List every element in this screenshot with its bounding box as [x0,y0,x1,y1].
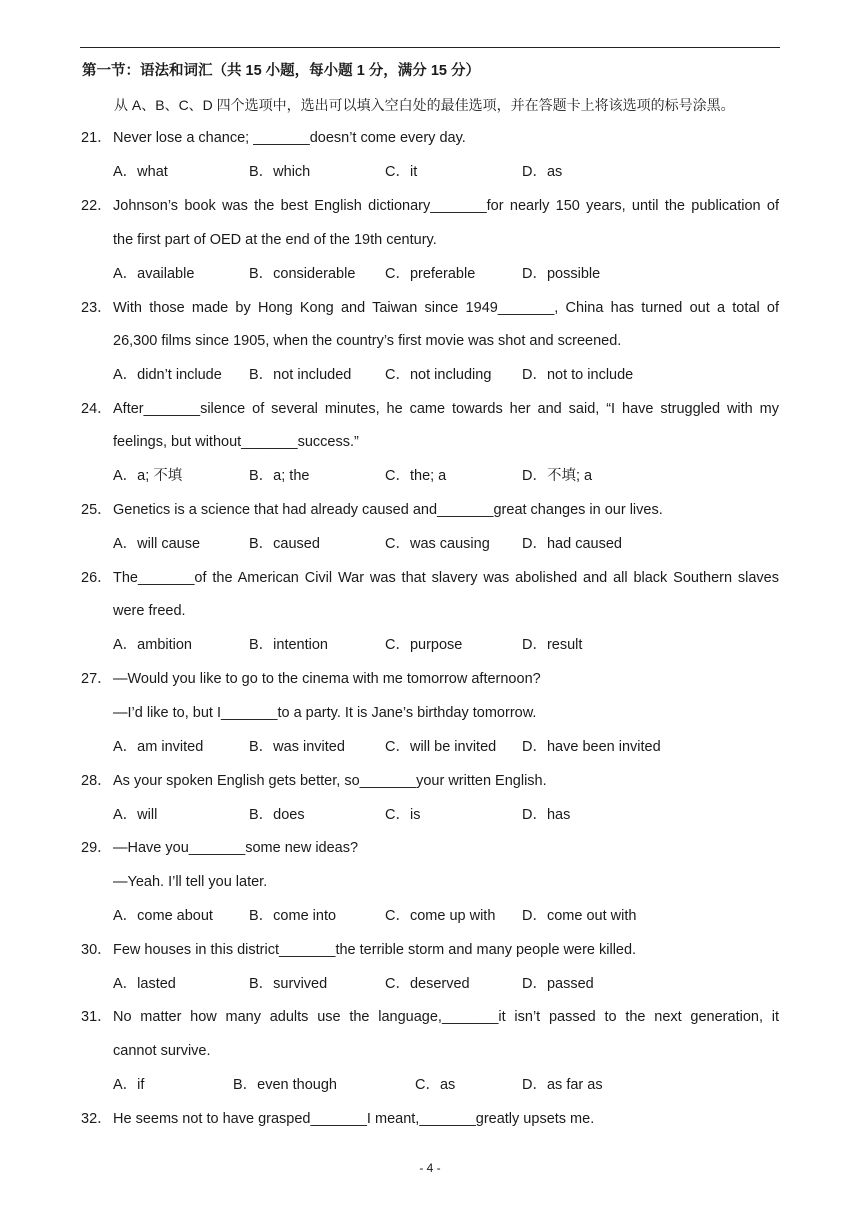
answer-option: B．even though [233,1077,337,1093]
question-text: Never lose a chance; _______doesn’t come every day. [113,130,466,146]
answer-option: B．intention [249,637,328,653]
question-text: —Would you like to go to the cinema with me tomorrow afternoon? [113,671,541,687]
question-text: were freed. [113,603,186,619]
answer-option: C．is [385,807,421,823]
answer-option: B．come into [249,908,337,924]
answer-option: D．passed [522,976,594,992]
question-number: 28． [81,773,112,789]
answer-option: A．am invited [113,739,204,755]
answer-option: B．considerable [249,266,356,282]
question-text: —I’d like to, but I_______to a party. It is Jane’s birthday tomorrow. [113,705,537,721]
question-number: 26． [81,570,112,586]
answer-option: C．purpose [385,637,463,653]
answer-option: A．come about [113,908,213,924]
answer-option: B．survived [249,976,328,992]
answer-option: C．the; a [385,468,447,484]
question-number: 32． [81,1111,112,1127]
answer-option: A．a; 不填 [113,468,183,484]
question-number: 29． [81,840,112,856]
question-text: No matter how many adults use the language,_______it isn’t passed to the next generation, it [113,1009,779,1025]
question-text: After_______silence of several minutes, he came towards her and said, “I have struggled with my [113,401,779,417]
question-text: —Have you_______some new ideas? [113,840,359,856]
question-text: cannot survive. [113,1043,211,1059]
question-text: the first part of OED at the end of the 19th century. [113,232,437,248]
answer-option: C．preferable [385,266,476,282]
answer-option: D．as far as [522,1077,603,1093]
question-text: 26,300 films since 1905, when the country’s first movie was shot and screened. [113,333,622,349]
answer-option: A．lasted [113,976,176,992]
answer-option: D．had caused [522,536,622,552]
question-text: feelings, but without_______success.” [113,434,359,450]
question-text: The_______of the American Civil War was that slavery was abolished and all black Southern slaves [113,570,779,586]
answer-option: B．does [249,807,305,823]
answer-option: C．come up with [385,908,496,924]
answer-option: C．deserved [385,976,470,992]
question-text: Genetics is a science that had already caused and_______great changes in our lives. [113,502,663,518]
answer-option: C．was causing [385,536,490,552]
answer-option: D．not to include [522,367,634,383]
answer-option: B．a; the [249,468,310,484]
question-number: 24． [81,401,112,417]
question-text: He seems not to have grasped_______I meant,_______greatly upsets me. [113,1111,595,1127]
question-number: 30． [81,942,112,958]
answer-option: B．which [249,164,311,180]
answer-option: B．was invited [249,739,345,755]
question-number: 21． [81,130,112,146]
answer-option: D．possible [522,266,601,282]
answer-option: D．as [522,164,563,180]
answer-option: D．不填; a [522,468,593,484]
answer-option: B．caused [249,536,320,552]
answer-option: A．will [113,807,158,823]
question-number: 31． [81,1009,112,1025]
question-text: Few houses in this district_______the terrible storm and many people were killed. [113,942,637,958]
answer-option: A．what [113,164,168,180]
question-text: With those made by Hong Kong and Taiwan since 1949_______, China has turned out a total of [113,300,779,316]
question-text: Johnson’s book was the best English dictionary_______for nearly 150 years, until the publication of [113,198,779,214]
page-number: - 4 - [419,1161,441,1175]
answer-option: B．not included [249,367,352,383]
question-number: 27． [81,671,112,687]
answer-option: A．didn’t include [113,367,222,383]
section-instructions: 从 A、B、C、D 四个选项中，选出可以填入空白处的最佳选项，并在答题卡上将该选项的标号涂黑。 [114,97,735,113]
question-text: As your spoken English gets better, so_______your written English. [113,773,547,789]
question-text: —Yeah. I’ll tell you later. [113,874,268,890]
answer-option: A．available [113,266,195,282]
answer-option: C．not including [385,367,492,383]
answer-option: C．will be invited [385,739,497,755]
answer-option: D．has [522,807,571,823]
answer-option: D．come out with [522,908,637,924]
answer-option: D．have been invited [522,739,661,755]
question-number: 23． [81,300,112,316]
question-number: 22． [81,198,112,214]
answer-option: D．result [522,637,583,653]
section-title: 第一节：语法和词汇（共 15 小题，每小题 1 分，满分 15 分） [82,63,480,79]
header-rule [80,47,780,48]
answer-option: A．if [113,1077,145,1093]
answer-option: A．ambition [113,637,192,653]
answer-option: C．it [385,164,418,180]
answer-option: C．as [415,1077,456,1093]
question-number: 25． [81,502,112,518]
answer-option: A．will cause [113,536,201,552]
